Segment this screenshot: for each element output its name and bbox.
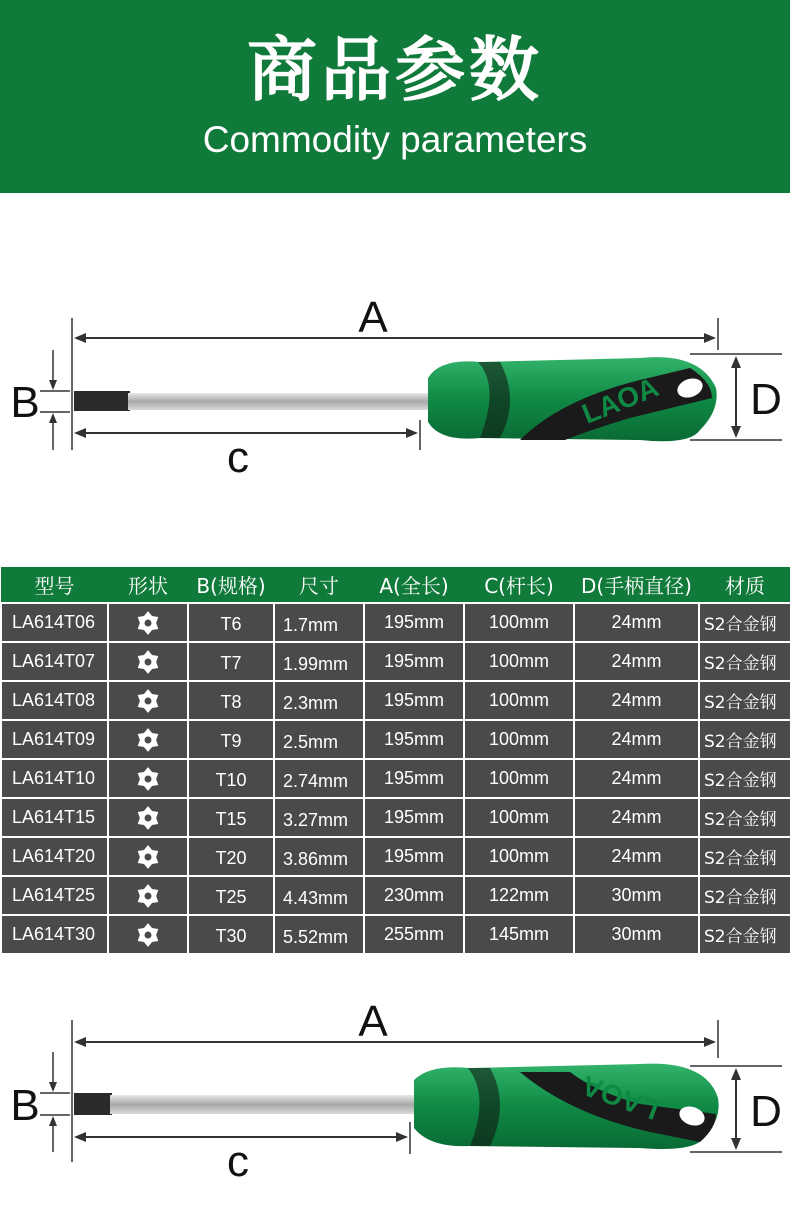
cell-spec: T9 (188, 720, 274, 759)
cell-material: S2合金钢 (699, 642, 790, 681)
cell-shape (108, 837, 188, 876)
torx-icon (135, 727, 161, 753)
cell-spec: T20 (188, 837, 274, 876)
header-size: 尺寸 (274, 567, 364, 603)
cell-diameter-d: 24mm (574, 720, 699, 759)
cell-diameter-d: 24mm (574, 603, 699, 642)
torx-icon (135, 766, 161, 792)
table-row (1, 915, 790, 954)
table-row (1, 720, 790, 759)
cell-shape (108, 798, 188, 837)
header-length-c: C(杆长) (464, 567, 574, 603)
cell-spec: T25 (188, 876, 274, 915)
cell-length-c: 100mm (464, 603, 574, 642)
cell-spec: T6 (188, 603, 274, 642)
header-length-a: A(全长) (364, 567, 464, 603)
torx-icon (135, 922, 161, 948)
label-a: A (358, 293, 388, 342)
cell-diameter-d: 24mm (574, 642, 699, 681)
cell-material: S2合金钢 (699, 759, 790, 798)
cell-shape (108, 642, 188, 681)
cell-diameter-d: 24mm (574, 837, 699, 876)
cell-length-c: 122mm (464, 876, 574, 915)
header-model: 型号 (1, 567, 108, 603)
torx-icon (135, 688, 161, 714)
page-title: 商品参数 (247, 29, 543, 111)
cell-size: 1.99mm (274, 642, 364, 681)
cell-shape (108, 720, 188, 759)
cell-length-a: 195mm (364, 720, 464, 759)
label-d: D (750, 1087, 782, 1136)
cell-size: 3.86mm (274, 837, 364, 876)
cell-size: 4.43mm (274, 876, 364, 915)
header-diameter-d: D(手柄直径) (574, 567, 699, 603)
label-b: B (10, 378, 40, 427)
dimension-diagram-top (0, 290, 790, 480)
cell-size: 2.5mm (274, 720, 364, 759)
table-row (1, 876, 790, 915)
spec-table (0, 567, 790, 955)
cell-material: S2合金钢 (699, 720, 790, 759)
cell-diameter-d: 24mm (574, 798, 699, 837)
table-header-row (1, 567, 790, 603)
cell-length-a: 255mm (364, 915, 464, 954)
cell-model: LA614T09 (1, 720, 108, 759)
cell-length-a: 195mm (364, 837, 464, 876)
cell-model: LA614T06 (1, 603, 108, 642)
cell-size: 1.7mm (274, 603, 364, 642)
torx-icon (135, 844, 161, 870)
table-row (1, 603, 790, 642)
cell-model: LA614T25 (1, 876, 108, 915)
table-row (1, 759, 790, 798)
label-a: A (358, 997, 388, 1046)
cell-spec: T10 (188, 759, 274, 798)
cell-length-c: 100mm (464, 798, 574, 837)
cell-length-a: 195mm (364, 759, 464, 798)
torx-icon (135, 649, 161, 675)
cell-length-c: 100mm (464, 837, 574, 876)
cell-size: 2.74mm (274, 759, 364, 798)
cell-material: S2合金钢 (699, 603, 790, 642)
cell-length-a: 230mm (364, 876, 464, 915)
header-spec: B(规格) (188, 567, 274, 603)
cell-size: 5.52mm (274, 915, 364, 954)
cell-spec: T8 (188, 681, 274, 720)
cell-material: S2合金钢 (699, 681, 790, 720)
table-row (1, 642, 790, 681)
cell-spec: T7 (188, 642, 274, 681)
page-subtitle: Commodity parameters (202, 119, 588, 160)
dimension-diagram-bottom (0, 992, 790, 1192)
cell-length-a: 195mm (364, 603, 464, 642)
cell-shape (108, 915, 188, 954)
cell-shape (108, 876, 188, 915)
cell-length-a: 195mm (364, 681, 464, 720)
cell-model: LA614T07 (1, 642, 108, 681)
table-row (1, 681, 790, 720)
cell-length-c: 100mm (464, 681, 574, 720)
cell-size: 3.27mm (274, 798, 364, 837)
cell-model: LA614T10 (1, 759, 108, 798)
cell-diameter-d: 30mm (574, 915, 699, 954)
cell-shape (108, 681, 188, 720)
cell-model: LA614T15 (1, 798, 108, 837)
cell-length-c: 100mm (464, 642, 574, 681)
cell-shape (108, 603, 188, 642)
cell-spec: T30 (188, 915, 274, 954)
table-row (1, 798, 790, 837)
cell-length-c: 100mm (464, 720, 574, 759)
cell-length-c: 145mm (464, 915, 574, 954)
label-c: c (227, 1137, 249, 1186)
brand-logo: LAOA (577, 371, 663, 430)
label-d: D (750, 375, 782, 424)
label-b: B (10, 1081, 40, 1130)
cell-diameter-d: 30mm (574, 876, 699, 915)
cell-length-c: 100mm (464, 759, 574, 798)
cell-shape (108, 759, 188, 798)
torx-icon (135, 610, 161, 636)
cell-diameter-d: 24mm (574, 681, 699, 720)
cell-length-a: 195mm (364, 642, 464, 681)
header-banner (0, 0, 790, 193)
cell-size: 2.3mm (274, 681, 364, 720)
cell-model: LA614T08 (1, 681, 108, 720)
cell-material: S2合金钢 (699, 876, 790, 915)
label-c: c (227, 433, 249, 480)
cell-material: S2合金钢 (699, 798, 790, 837)
cell-diameter-d: 24mm (574, 759, 699, 798)
screwdriver-image (74, 357, 717, 441)
cell-model: LA614T20 (1, 837, 108, 876)
table-row (1, 837, 790, 876)
torx-icon (135, 805, 161, 831)
cell-length-a: 195mm (364, 798, 464, 837)
brand-logo: LAOA (577, 1069, 663, 1126)
cell-material: S2合金钢 (699, 915, 790, 954)
header-material: 材质 (699, 567, 790, 603)
cell-model: LA614T30 (1, 915, 108, 954)
torx-icon (135, 883, 161, 909)
cell-spec: T15 (188, 798, 274, 837)
header-shape: 形状 (108, 567, 188, 603)
cell-material: S2合金钢 (699, 837, 790, 876)
